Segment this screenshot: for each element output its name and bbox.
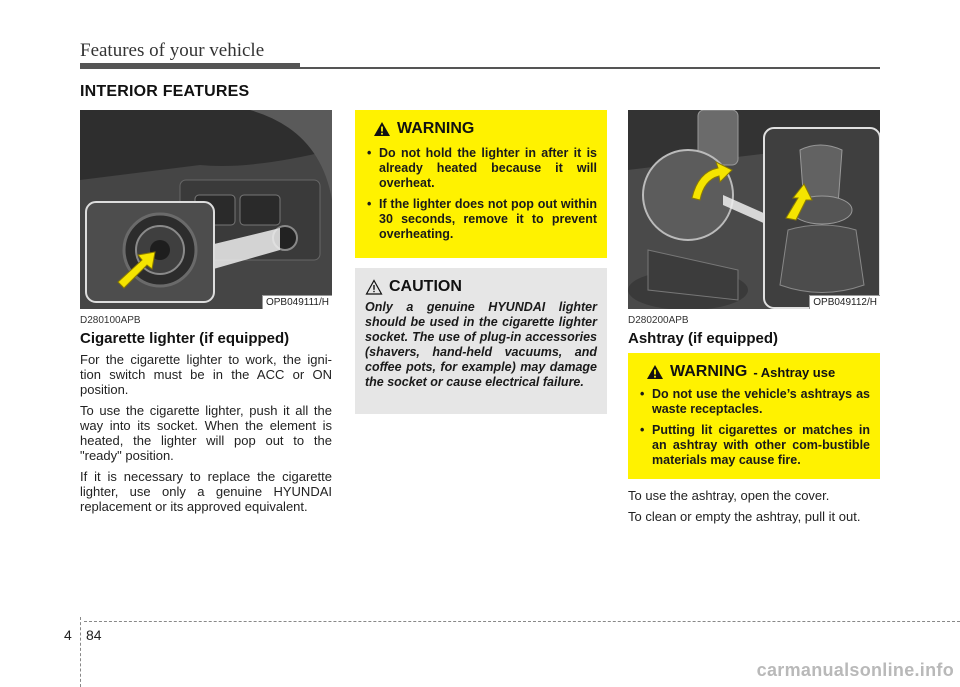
chapter-header-title: Features of your vehicle [80, 40, 265, 61]
caution-triangle-icon [365, 279, 383, 295]
photo-code-label: OPB049111/H [262, 295, 332, 309]
right-ref-code: D280200APB [628, 315, 689, 326]
warning-item: • Do not hold the lighter in after it is already heated because it will overheat. [365, 146, 597, 191]
body-paragraph: For the cigarette lighter to work, the igni-tion switch must be in the ACC or ON position. [80, 352, 332, 397]
lighter-illustration [80, 110, 332, 309]
footer-divider-horizontal [84, 621, 960, 622]
warning-subtitle: - Ashtray use [753, 364, 836, 380]
body-paragraph: To clean or empty the ashtray, pull it out. [628, 509, 861, 524]
cigarette-lighter-body [80, 352, 332, 520]
warning-item: • Putting lit cigarettes or matches in an ashtray with other com-bustible materials may cause fire. [638, 423, 870, 468]
warning-title: WARNING [397, 120, 475, 137]
left-ref-code: D280100APB [80, 315, 141, 326]
caution-title: CAUTION [389, 278, 462, 295]
cigarette-lighter-title: Cigarette lighter (if equipped) [80, 330, 290, 347]
ashtray-photo [628, 110, 880, 309]
warning-title: WARNING [670, 363, 748, 380]
chapter-number: 4 [64, 627, 72, 643]
body-paragraph: To use the ashtray, open the cover. [628, 488, 830, 503]
ashtray-illustration [628, 110, 880, 309]
warning-triangle-icon [373, 121, 391, 137]
warning-list [365, 146, 597, 242]
footer-divider-vertical [80, 617, 81, 687]
warning-list [638, 387, 870, 468]
warning-header [373, 120, 597, 138]
ashtray-warning-box [628, 353, 880, 479]
photo-code-label: OPB049112/H [809, 295, 880, 309]
section-title: INTERIOR FEATURES [80, 83, 250, 100]
caution-text: Only a genuine HYUNDAI lighter should be used in the cigarette lighter socket. The use of plug-in accessories (shavers, hand-held vacuums, and coffee pots, for example) may damage the socket or cause electrical failure. [365, 300, 597, 389]
watermark: carmanualsonline.info [756, 660, 954, 680]
warning-item: • Do not use the vehicle’s ashtrays as waste receptacles. [638, 387, 870, 417]
lighter-caution-box [355, 268, 607, 414]
warning-item: • If the lighter does not pop out within 30 seconds, remove it to prevent overheating. [365, 197, 597, 242]
body-paragraph: If it is necessary to replace the cigarette lighter, use only a genuine HYUNDAI replacement or its approved equivalent. [80, 469, 332, 514]
page-number: 84 [86, 627, 102, 643]
cigarette-lighter-photo [80, 110, 332, 309]
ashtray-title: Ashtray (if equipped) [628, 330, 779, 347]
warning-header [646, 363, 870, 381]
caution-header [365, 278, 597, 296]
ashtray-body [628, 488, 880, 530]
header-rule-thin [80, 67, 880, 69]
body-paragraph: To use the cigarette lighter, push it all the way into its socket. When the element is heated, the lighter will pop out to the "ready" position. [80, 403, 332, 463]
warning-triangle-icon [646, 364, 664, 380]
lighter-warning-box [355, 110, 607, 258]
